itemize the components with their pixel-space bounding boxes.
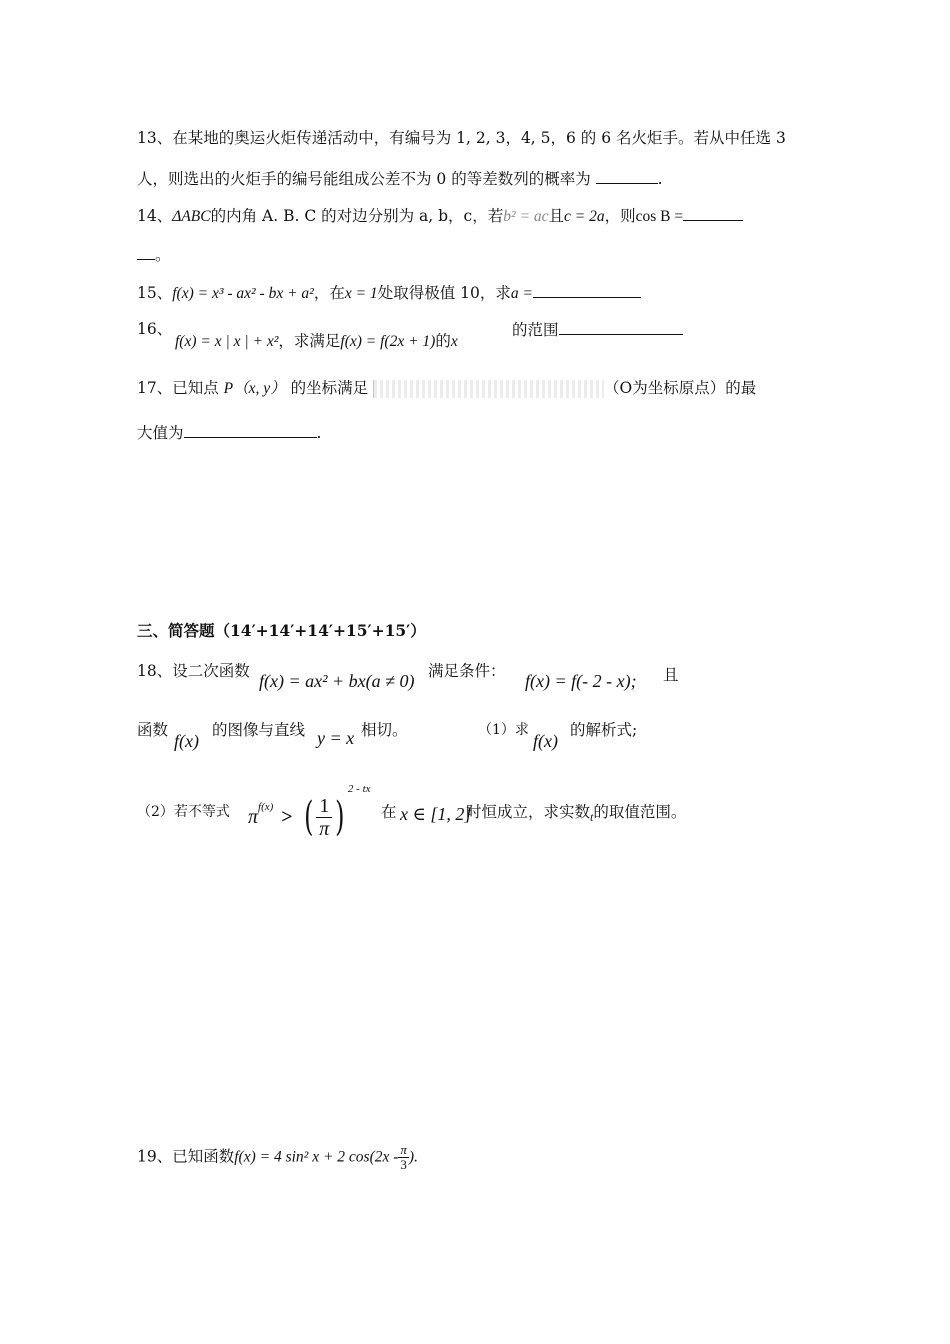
q16-text: ，求满足 [278,332,341,350]
q18-fraction [316,795,332,840]
q19-fraction-numerator: π [400,1142,407,1157]
q18-part1-line [478,719,529,741]
q14-target: cos B = [635,208,684,225]
q17-text: 的坐标满足 [290,379,369,397]
q14-condition-2: c = 2a [564,208,605,225]
q18-text-function: 函数 [137,721,169,739]
q13-text-2: 人，则选出的火炬手的编号能组成公差不为 0 的等差数列的概率为 [137,170,591,188]
q16-prefix: 16、 [137,320,173,338]
q18-cond-text-line [428,660,506,682]
q13-line1 [137,127,786,149]
q18-text-graph: 的图像与直线 [212,721,306,739]
q18-part1-text-line [570,719,637,741]
q18-fraction-denominator: π [319,817,330,840]
q18-right-paren: ) [335,794,345,840]
q16-range-text: 的范围 [512,321,559,339]
q15-point: x = 1 [344,285,378,302]
q14-triangle: ΔABC [172,208,211,225]
q15-target: a = [510,285,533,302]
q18-part2-label-line [137,801,230,823]
q16-line [175,330,458,353]
q18-text-tangent: 相切。 [361,721,408,739]
q18-part1-label: （1）求 [478,722,529,738]
q17-line2: 大值为 . [137,421,321,444]
section-3-title-text: 三、简答题（14′+14′+14′+15′+15′） [137,621,426,640]
section-3-title [137,620,426,642]
q18-and: 且 [663,666,679,684]
q18-variable-t: t [590,810,594,824]
q17-text-2: （O为坐标原点）的最 [604,379,757,397]
q17-answer-blank [184,421,317,438]
q18-fx: f(x) [174,731,199,751]
q17-constraint-image [373,380,604,398]
q18-part2-in-line [381,801,397,823]
q19-function-tail: ). [408,1148,418,1166]
q18-part2-text-line [466,801,686,828]
q18-domain: x ∈ [1, 2] [400,804,472,824]
q18-left-paren: ( [303,794,314,840]
q18-part2-text: 时恒成立，求实数 [466,803,591,821]
q15-answer-blank [533,281,641,298]
q15-prefix: 15、 [137,284,173,302]
q18-exponent: 2 - tx [347,783,371,795]
q14-condition-1: b² = ac [503,208,549,225]
q18-tangent-line [361,719,408,741]
q16-prefix-line [137,318,172,340]
q14-line1 [137,204,743,228]
q18-line-eq-line [317,727,354,750]
q18-fraction-numerator: 1 [316,795,332,818]
q14-text: 的内角 A. B. C 的对边分别为 a, b，c，若 [210,207,504,225]
q19-fraction [398,1143,409,1172]
q19-fraction-denominator: 3 [400,1157,407,1172]
q18-function: f(x) = ax² + bx(a ≠ 0) [259,671,415,691]
q18-part2-label: （2）若不等式 [137,804,230,820]
q19-line [137,1143,418,1172]
q16-condition: f(x) = f(2x + 1) [340,333,436,350]
q18-in-text: 在 [381,803,397,821]
q13-line2: 人，则选出的火炬手的编号能组成公差不为 0 的等差数列的概率为 . [137,167,663,190]
q14-answer-blank [683,204,743,221]
q18-cond-line [525,670,637,693]
q13-answer-blank [596,167,658,184]
q18-pi: π [248,805,259,828]
q18-fx-2-line [533,730,558,753]
q18-greater-than: > [281,805,293,828]
q14-answer-blank-2 [137,243,155,260]
q18-inequality [248,782,371,852]
q16-function: f(x) = x | x | + x² [175,333,279,350]
q18-domain-line [400,803,471,826]
q18-part1-text: 的解析式; [570,721,638,739]
q16-answer-blank [559,318,683,335]
q18-exponent-fx: f(x) [258,801,274,813]
q18-line-equation: y = x [317,728,355,748]
q17-prefix: 17、已知点 [137,379,219,397]
q18-line1 [137,660,250,682]
q14-and: 且 [548,207,565,225]
q18-part2-text-2: 的取值范围。 [593,803,687,821]
q18-prefix: 18、设二次函数 [137,662,250,680]
q15-text: ，在 [313,284,345,302]
q18-fx-1-line [174,730,199,753]
q18-line2 [137,719,168,741]
q18-fx-2: f(x) [533,731,558,751]
q16-variable: x [450,333,458,350]
q18-condition: f(x) = f(- 2 - x); [525,671,637,691]
q15-function: f(x) = x³ - ax² - bx + a² [172,285,314,302]
q17-point: P（x, y） [223,380,286,397]
q16-range-line [512,318,683,341]
q18-function-line [259,670,415,693]
q18-condition-label: 满足条件： [428,662,506,680]
q14-line2 [137,243,171,266]
q19-prefix: 19、已知函数 [137,1147,235,1166]
q17-line1 [137,377,756,400]
q18-and-line [663,664,679,686]
q14-then: ，则 [604,207,636,225]
q14-tail: 。 [155,246,171,264]
q18-text-graph-line [212,719,305,741]
q13-text: 13、在某地的奥运火炬传递活动中，有编号为 1, 2, 3，4, 5，6 的 6 名火炬手。若从中任选 3 [137,129,786,147]
q15-text-2: 处取得极值 10，求 [377,284,511,302]
q15-line [137,281,641,305]
q17-text-3: 大值为 [137,424,184,442]
q14-prefix: 14、 [137,207,173,225]
q16-text-2: 的 [435,332,451,350]
q19-function: f(x) = 4 sin² x + 2 cos(2x - [234,1148,399,1166]
